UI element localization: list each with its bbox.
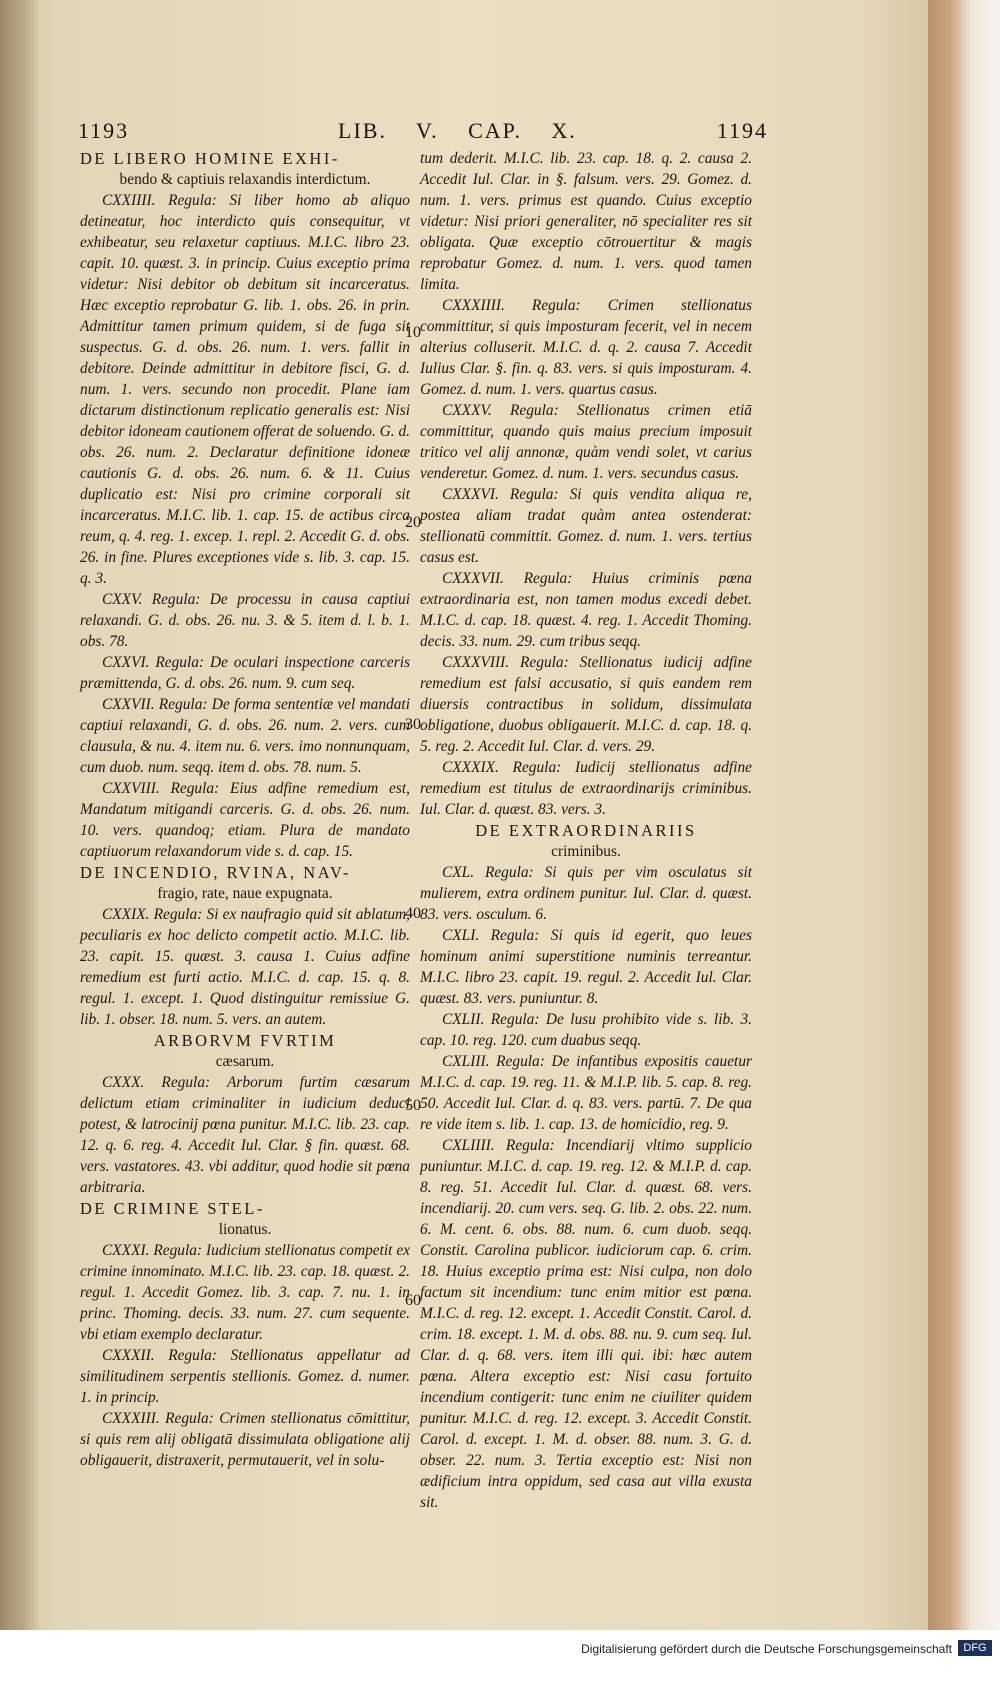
rule-paragraph: CXXXI. Regula: Iudicium stellionatus competit ex crimine innominato. M.I.C. lib. 23. cap. 18. quæst. 2. regul. 1. Accedit Gomez. lib. 3. cap. 7. nu. 1. in princ. Thoming. decis. 33. num. 27. cum sequente. vbi etiam exemplo declaratur. xyxy=(80,1242,410,1343)
rule-paragraph: CXLI. Regula: Si quis id egerit, quo leues hominum animi superstitione numinis terreantur. M.I.C. libro 23. capit. 19. regul. 2. Accedit Iul. Clar. quæst. 83. vers. puniuntur. 8. xyxy=(420,927,752,1007)
rule-paragraph: CXXXIII. Regula: Crimen stellionatus cōmittitur, si quis rem alij obligatā dissimulata obligatione alij obligauerit, distraxerit, permutauerit, vel in solu- xyxy=(80,1410,410,1469)
section-subheading: bendo & captiuis relaxandis interdictum. xyxy=(119,171,371,188)
section-heading: DE CRIMINE STEL- xyxy=(80,1199,265,1218)
section-heading: DE LIBERO HOMINE EXHI- xyxy=(80,149,340,168)
rule-paragraph: CXXVII. Regula: De forma sententiæ vel mandati captiui relaxandi, G. d. obs. 26. num. 2. vers. cum clausula, & nu. 4. item nu. 6. vers. imo nonnunquam, cum duob. num. seqq. item d. obs. 78. num. 5. xyxy=(80,696,410,776)
rule-paragraph: CXXXV. Regula: Stellionatus crimen etiā committitur, quando quis maius precium imposuit tritico vel alij annonæ, quàm vendi solet, vt carius venderetur. Gomez. d. num. 1. vers. secundus casus. xyxy=(420,402,752,482)
rule-paragraph: CXXVIII. Regula: Eius adfine remedium est, Mandatum mitigandi carceris. G. d. obs. 26. num. 10. vers. quandoq; etiam. Plura de mandato captiuorum relaxandorum vide s. d. cap. 15. xyxy=(80,780,410,860)
page-number-left: 1193 xyxy=(78,118,130,143)
section-heading: DE EXTRAORDINARIIS xyxy=(475,821,697,840)
rule-paragraph: CXXV. Regula: De processu in causa captiui relaxandi. G. d. obs. 26. nu. 3. & 5. item d. l. b. 1. obs. 78. xyxy=(80,591,410,650)
rule-paragraph: CXXXIX. Regula: Iudicij stellionatus adfine remedium est titulus de extraordinarijs criminibus. Iul. Clar. d. quæst. 83. vers. 3. xyxy=(420,759,752,818)
rule-paragraph: CXLIII. Regula: De infantibus expositis cauetur M.I.C. d. cap. 19. reg. 11. & M.I.P. lib. 5. cap. 8. reg. 50. Accedit Iul. Clar. d. q. 83. vers. partū. 7. De qua re vide item s. lib. 1. cap. 13. de homicidio, reg. 9. xyxy=(420,1053,752,1133)
rule-paragraph: CXXIX. Regula: Si ex naufragio quid sit ablatum, peculiaris ex hoc delicto competit actio. M.I.C. lib. 23. capit. 15. quæst. 3. causa 1. Cuius adfine remedium est furti actio. M.I.C. d. cap. 15. q. 8. regul. 1. except. 1. Quod distinguitur remissiue G. lib. 1. obser. 18. num. 5. vers. an autem. xyxy=(80,906,410,1028)
rule-paragraph: CXXIIII. Regula: Si liber homo ab aliquo detineatur, hoc interdicto quis consequitur, vt exhibeatur, seu relaxetur captiuus. M.I.C. libro 23. capit. 10. quæst. 3. in princip. Cuius exceptio prima videtur: Nisi debitor ob debitum sit incarceratus. Hæc exceptio reprobatur G. lib. 1. obs. 26. in prin. Admittitur tamen primum quidem, si de fuga sit suspectus. G. d. obs. 26. num. 1. vers. fallit in debitore. Deinde admittitur in debitore fisci, G. d. num. 1. vers. secundo non procedit. Plane iam dictarum distinctionum replicatio generalis est: Nisi debitor idoneam cautionem offerat de soluendo. G. d. obs. 26. num. 2. Declaratur definitione idoneæ cautionis G. d. obs. 26. num. 6. & 11. Cuius duplicatio est: Nisi pro crimine corporali sit incarceratus. M.I.C. lib. 1. cap. 15. de actibus circa reum, q. 4. reg. 1. excep. 1. repl. 2. Accedit G. d. obs. 26. in fine. Plures exceptiones vide s. lib. 3. cap. 15. q. 3. xyxy=(80,192,410,587)
dfg-logo: DFG xyxy=(958,1640,992,1656)
section-heading: ARBORVM FVRTIM xyxy=(153,1031,337,1050)
page-header xyxy=(78,118,768,144)
rule-paragraph: CXXVI. Regula: De oculari inspectione carceris præmittenda, G. d. obs. 26. num. 9. cum seq. xyxy=(80,654,410,692)
line-number: 10 xyxy=(405,324,421,341)
rule-paragraph: CXXX. Regula: Arborum furtim cæsarum delictum etiam criminaliter in iudicium deduci potest, & latrocinij pœna punitur. M.I.C. lib. 23. cap. 12. q. 6. reg. 4. Accedit Iul. Clar. § fin. quæst. 68. vers. vastatores. 43. vbi additur, quod hodie sit pœna arbitraria. xyxy=(80,1074,410,1196)
rule-paragraph: CXXXII. Regula: Stellionatus appellatur ad similitudinem serpentis stellionis. Gomez. d. numer. 1. in princip. xyxy=(80,1347,410,1406)
section-heading: DE INCENDIO, RVINA, NAV- xyxy=(80,863,351,882)
page-gutter xyxy=(0,0,40,1630)
rule-paragraph: tum dederit. M.I.C. lib. 23. cap. 18. q. 2. causa 2. Accedit Iul. Clar. in §. falsum. vers. 29. Gomez. d. num. 1. vers. primus est quando. Cuius exceptio videtur: Nisi priori generaliter, nō specialiter res sit obligata. Quæ exceptio cōtrouertitur & magis reprobatur Gomez. d. num. 1. vers. quod tamen limita. xyxy=(420,150,752,293)
line-number: 50 xyxy=(405,1097,421,1114)
rule-paragraph: CXXXIIII. Regula: Crimen stellionatus committitur, si quis imposturam fecerit, vel in necem alterius colluserit. M.I.C. d. q. 2. causa 7. Accedit Iulius Clar. §. fin. q. 83. vers. si quis imposturam. 4. Gomez. d. num. 1. vers. quartus casus. xyxy=(420,297,752,398)
line-number: 40 xyxy=(405,905,421,922)
line-number: 30 xyxy=(405,716,421,733)
page-number-right: 1194 xyxy=(716,118,768,143)
funding-credit: Digitalisierung gefördert durch die Deutsche Forschungsgemeinschaft xyxy=(581,1642,952,1656)
rule-paragraph: CXXXVII. Regula: Huius criminis pœna extraordinaria est, non tamen modus excedi debet. M.I.C. d. cap. 18. quæst. 4. reg. 1. Accedit Thoming. decis. 33. num. 29. cum tribus seqq. xyxy=(420,570,752,650)
rule-paragraph: CXL. Regula: Si quis per vim osculatus sit mulierem, extra ordinem punitur. Iul. Clar. d. quæst. 83. vers. osculum. 6. xyxy=(420,864,752,923)
section-subheading: lionatus. xyxy=(218,1221,272,1238)
page-edge xyxy=(928,0,1000,1630)
rule-paragraph: CXLII. Regula: De lusu prohibito vide s. lib. 3. cap. 10. reg. 120. cum duabus seqq. xyxy=(420,1011,752,1049)
left-column xyxy=(80,148,410,1471)
rule-paragraph: CXLIIII. Regula: Incendiarij vltimo supplicio puniuntur. M.I.C. d. cap. 19. reg. 12. & M.I.P. d. cap. 8. reg. 51. Accedit Iul. Clar. d. quæst. 68. vers. incendiarij. 20. cum vers. seq. G. lib. 2. obs. 22. num. 6. M. cent. 6. obs. 88. num. 6. cum duob. seqq. Constit. Carolina publicor. iudiciorum cap. 6. crim. 18. Huius exceptio prima est: Nisi culpa, non dolo factum sit incendium: tunc enim mitior est pœna. M.I.C. d. reg. 12. except. 1. Accedit Constit. Carol. d. crim. 18. except. 1. M. d. obs. 88. nu. 9. cum seq. Iul. Clar. d. q. 68. vers. item illi qui. ibi: hæc autem pœna. Altera exceptio est: Nisi casu fortuito incendium contigerit: tunc enim ne ciuiliter quidem punitur. M.I.C. d. reg. 12. except. 3. Accedit Constit. Carol. d. except. 1. M. d. obser. 88. num. 3. G. d. obser. 22. num. 3. Tertia exceptio est: Nisi non ædificium intra oppidum, sed casa aut villa exusta sit. xyxy=(420,1137,752,1511)
running-head: LIB. V. CAP. X. xyxy=(338,118,577,143)
rule-paragraph: CXXXVIII. Regula: Stellionatus iudicij adfine remedium est falsi accusatio, si quis eandem rem diuersis contractibus in solidum, dissimulata obligatione, duobus obligauerit. M.I.C. d. cap. 18. q. 5. reg. 2. Accedit Iul. Clar. d. vers. 29. xyxy=(420,654,752,755)
rule-paragraph: CXXXVI. Regula: Si quis vendita aliqua re, postea aliam tradat quàm antea ostenderat: stellionatū committit. Gomez. d. num. 1. vers. tertius casus est. xyxy=(420,486,752,566)
line-number: 20 xyxy=(405,514,421,531)
section-subheading: fragio, rate, naue expugnata. xyxy=(157,885,333,902)
section-subheading: cæsarum. xyxy=(215,1053,275,1070)
section-subheading: criminibus. xyxy=(551,843,621,860)
line-number: 60 xyxy=(405,1292,421,1309)
right-column xyxy=(420,148,752,1513)
